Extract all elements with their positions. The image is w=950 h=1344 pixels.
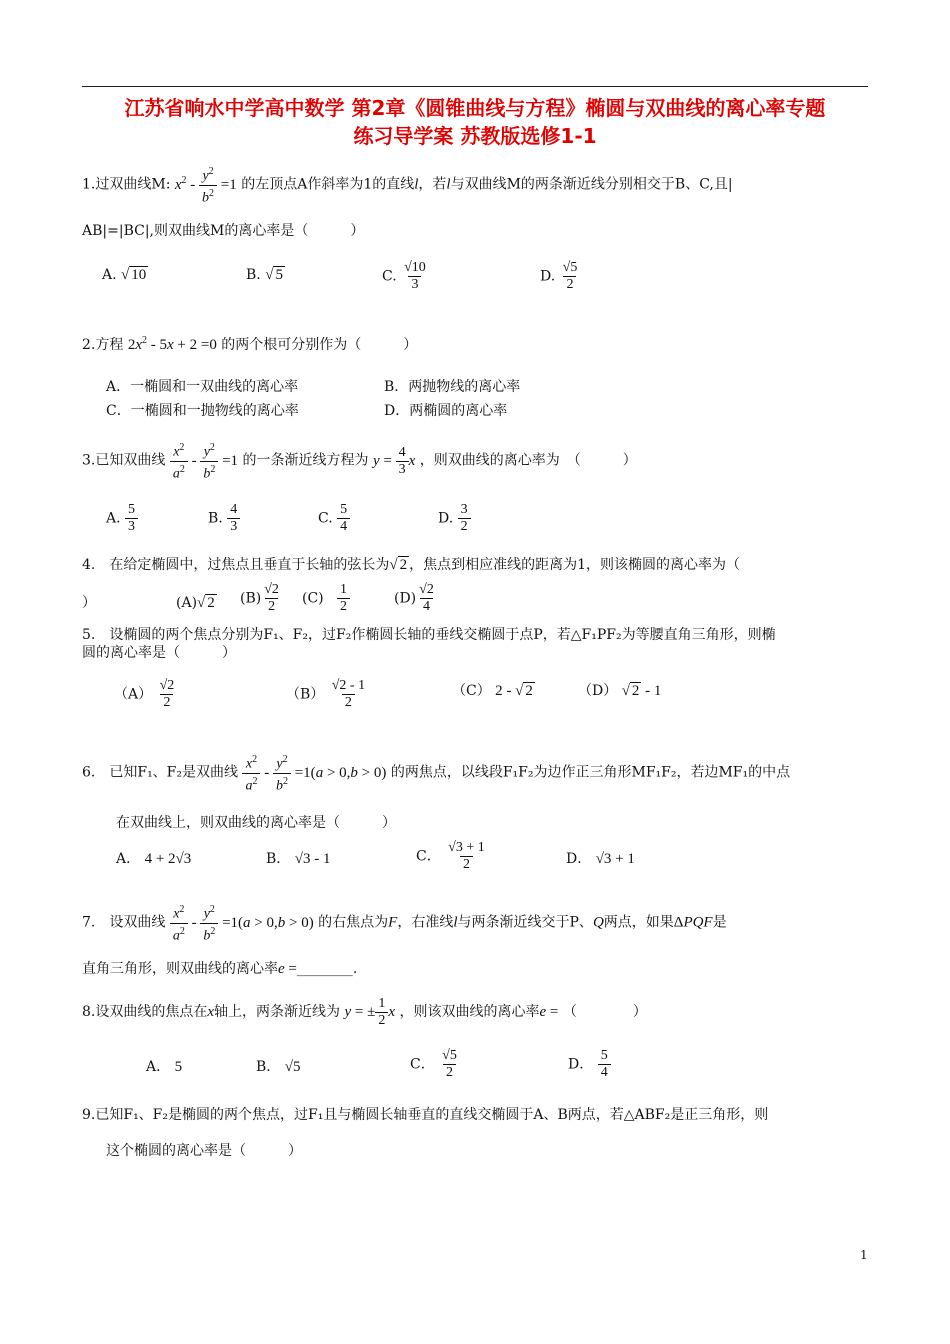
q3-option-d: D. $\frac{3}{2}$ xyxy=(438,502,471,535)
q2-equation: $2x^2 - 5x + 2 =0$ xyxy=(127,335,217,353)
q8-option-d: D． $\frac{5}{4}$ xyxy=(568,1048,611,1081)
q4-option-b: (B) $\frac{√2}{2}$ xyxy=(240,582,279,614)
q6-line1: 6. 已知F₁、F₂是双曲线 $\frac{x^2}{a^2}$ - $\frac{y^2}{b^2}$ =1(a > 0,b > 0) 的两焦点，以线段F₁F₂为边作正三角形MF₁F₂，若边MF₁的中点 xyxy=(82,754,791,794)
q1-line1: 1.过双曲线M: $x^2$ - $\frac{y^2}{b^2}$ =1 的左顶点A作斜率为1的直线l，若l与双曲线M的两条渐近线分别相交于B、C,且| xyxy=(82,166,733,206)
q7-equation: $\frac{x^2}{a^2}$ - $\frac{y^2}{b^2}$ =1(a > 0,b > 0) xyxy=(170,915,314,931)
q5-line2: 圆的离心率是（ ） xyxy=(82,645,236,661)
q9-line2: 这个椭圆的离心率是（ ） xyxy=(106,1143,302,1159)
q3-equation: $\frac{x^2}{a^2}$ - $\frac{y^2}{b^2}$ =1 xyxy=(170,453,238,469)
q2-option-d: D．两椭圆的离心率 xyxy=(384,403,508,419)
q8-option-b: B． √5 xyxy=(256,1059,301,1075)
q4-option-c: (C) $\frac{1}{2}$ xyxy=(302,582,350,615)
q6-equation: $\frac{x^2}{a^2}$ - $\frac{y^2}{b^2}$ =1(a > 0,b > 0) xyxy=(242,765,386,781)
q5-option-b: （B） $\frac{√2 - 1}{2}$ xyxy=(286,678,366,710)
q7-line1: 7. 设双曲线 $\frac{x^2}{a^2}$ - $\frac{y^2}{b^2}$ =1(a > 0,b > 0) 的右焦点为F，右准线l与两条渐近线交于P、Q两点，如果ΔPQF是 xyxy=(82,904,727,944)
q2-option-a: A．一椭圆和一双曲线的离心率 xyxy=(106,379,299,395)
q9-line1: 9.已知F₁、F₂是椭圆的两个焦点，过F₁且与椭圆长轴垂直的直线交椭圆于A、B两点，若△ABF₂是正三角形，则 xyxy=(82,1107,769,1123)
header-rule xyxy=(82,86,868,87)
q1-line2: AB|=|BC|,则双曲线M的离心率是（ ） xyxy=(82,223,365,239)
q4-option-a: (A)√ 2 xyxy=(176,595,215,611)
q2-option-b: B．两抛物线的离心率 xyxy=(384,379,521,395)
q2-line1: 2.方程 $2x^2 - 5x + 2 =0$ 的两个根可分别作为（ ） xyxy=(82,335,418,353)
q6-line2: 在双曲线上，则双曲线的离心率是（ ） xyxy=(116,815,396,831)
doc-title-line1: 江苏省响水中学高中数学 第2章《圆锥曲线与方程》椭圆与双曲线的离心率专题 xyxy=(124,96,826,120)
q3-option-c: C. $\frac{5}{4}$ xyxy=(318,502,350,535)
q3-option-a: A. $\frac{5}{3}$ xyxy=(106,502,138,535)
q5-option-d: （D） √ 2 - 1 xyxy=(578,683,662,699)
q3-asymptote: y = $\frac{4}{3}$ x xyxy=(372,444,416,477)
q1-equation: $x^2$ - $\frac{y^2}{b^2}$ =1 xyxy=(174,166,237,206)
q1-option-c: C. $\frac{√10}{3}$ xyxy=(382,260,426,292)
q6-option-c: C． $\frac{√3 + 1}{2}$ xyxy=(416,840,485,872)
doc-title-line2: 练习导学案 苏教版选修1-1 xyxy=(353,124,597,148)
q8-asymptote: y = ± $\frac{1}{2}$ x xyxy=(344,996,396,1028)
q4-line2-paren: ） xyxy=(82,595,96,611)
q1-option-d: D. $\frac{√5}{2}$ xyxy=(540,260,578,292)
q5-option-c: （C） 2 - √ 2 xyxy=(452,683,533,699)
q1-option-b: B. √ 5 xyxy=(246,267,283,283)
q4-option-d: (D) $\frac{√2}{4}$ xyxy=(394,582,434,614)
q6-option-d: D． √3 + 1 xyxy=(566,851,635,867)
q3-line1: 3.已知双曲线 $\frac{x^2}{a^2}$ - $\frac{y^2}{b^2}$ =1 的一条渐近线方程为 y = $\frac{4}{3}$ x ，则双曲线的离心率为 （ ） xyxy=(82,442,637,482)
q8-option-a: A． 5 xyxy=(146,1059,183,1075)
q1-option-a: A. √ 10 xyxy=(102,267,147,283)
q8-option-c: C． $\frac{√5}{2}$ xyxy=(410,1048,457,1080)
q8-line1: 8.设双曲线的焦点在x轴上，两条渐近线为 y = ± $\frac{1}{2}$ x ，则该双曲线的离心率e = （ ） xyxy=(82,996,647,1028)
q6-option-b: B． √3 - 1 xyxy=(266,851,331,867)
q3-option-b: B. $\frac{4}{3}$ xyxy=(208,502,240,535)
q7-line2: 直角三角形，则双曲线的离心率e =________. xyxy=(82,961,358,977)
page-number: 1 xyxy=(860,1248,868,1262)
q5-line1: 5. 设椭圆的两个焦点分别为F₁、F₂，过F₂作椭圆长轴的垂线交椭圆于点P，若△F₁PF₂为等腰直角三角形，则椭 xyxy=(82,627,776,643)
q5-option-a: （A） $\frac{√2}{2}$ xyxy=(114,678,175,710)
q4-line1: 4. 在给定椭圆中，过焦点且垂直于长轴的弦长为√ 2 ，焦点到相应准线的距离为1，则该椭圆的离心率为（ xyxy=(82,557,740,573)
q2-option-c: C．一椭圆和一抛物线的离心率 xyxy=(106,403,299,419)
q6-option-a: A． 4 + 2√3 xyxy=(116,851,192,867)
